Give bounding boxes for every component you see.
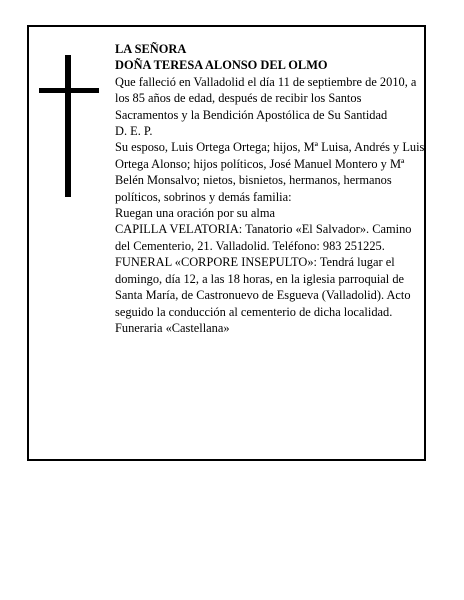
notice-text <box>115 41 427 336</box>
cross-vertical-bar <box>65 55 71 197</box>
prayer-request: Ruegan una oración por su alma <box>115 206 275 221</box>
cross-icon <box>39 55 99 197</box>
chapel-info: CAPILLA VELATORIA: Tanatorio «El Salvador». Camino del Cementerio, 21. Valladolid. Teléfono: 983 251225. <box>115 222 412 253</box>
obituary-notice <box>27 25 426 461</box>
deceased-name: DOÑA TERESA ALONSO DEL OLMO <box>115 58 328 73</box>
family-list: Su esposo, Luis Ortega Ortega; hijos, Mª Luisa, Andrés y Luis Ortega Alonso; hijos políticos, José Manuel Montero y Mª Belén Monsalvo; nietos, bisnietos, hermanos, hermanos políticos, sobrinos y demás familia: <box>115 140 425 204</box>
funeral-info: FUNERAL «CORPORE INSEPULTO»: Tendrá lugar el domingo, día 12, a las 18 horas, en la iglesia parroquial de Santa María, de Castronuevo de Esgueva (Valladolid). Acto seguido la conducción al cementerio de dicha localidad. <box>115 255 411 319</box>
funeral-home: Funeraria «Castellana» <box>115 320 230 335</box>
cross-horizontal-bar <box>39 88 99 93</box>
title-line-1: LA SEÑORA <box>115 42 187 56</box>
rip-line: D. E. P. <box>115 124 153 139</box>
death-details: Que falleció en Valladolid el día 11 de septiembre de 2010, a los 85 años de edad, después de recibir los Santos Sacramentos y la Bendición Apostólica de Su Santidad <box>115 74 417 122</box>
